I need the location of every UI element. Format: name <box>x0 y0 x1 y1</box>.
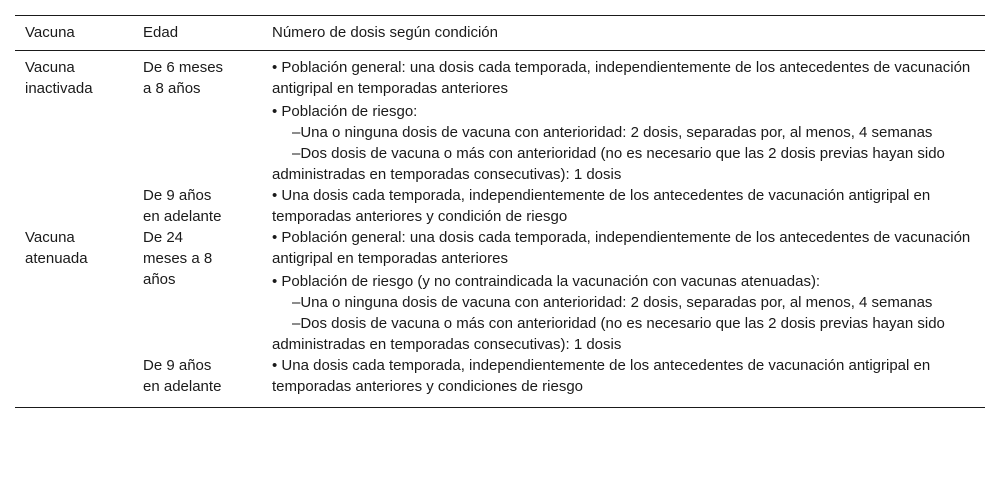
table-row <box>15 355 985 397</box>
riesgo-opcion-a: –Una o ninguna dosis de vacuna con anterioridad: 2 dosis, separadas por, al menos, 4 semanas <box>292 294 933 311</box>
edad-line: en adelante <box>143 208 222 225</box>
edad-cell <box>143 355 272 397</box>
vacuna-cell <box>15 57 143 185</box>
edad-cell <box>143 57 272 185</box>
dosis-cell <box>272 185 975 227</box>
poblacion-general: • Población general: una dosis cada temporada, independientemente de los antecedentes de vacunación antigripal en temporadas anteriores <box>272 59 971 97</box>
group-atenuada <box>15 227 985 408</box>
edad-line: meses a 8 <box>143 250 213 267</box>
header-vacuna: Vacuna <box>25 24 75 41</box>
edad-line: a 8 años <box>143 80 201 97</box>
edad-line: De 6 meses <box>143 59 224 76</box>
riesgo-opcion-a: –Una o ninguna dosis de vacuna con anterioridad: 2 dosis, separadas por, al menos, 4 semanas <box>292 124 933 141</box>
vacuna-line: atenuada <box>25 250 88 267</box>
vacuna-cell <box>15 227 143 355</box>
riesgo-opcion-b: –Dos dosis de vacuna o más con anterioridad (no es necesario que las 2 dosis previas hayan sido administradas en temporadas consecutivas): 1 dosis <box>272 315 945 353</box>
header-dosis: Número de dosis según condición <box>272 24 498 41</box>
dosis-cell <box>272 57 975 185</box>
table-row <box>15 227 985 355</box>
poblacion-general: • Población general: una dosis cada temporada, independientemente de los antecedentes de vacunación antigripal en temporadas anteriores <box>272 229 971 267</box>
vacuna-line: Vacuna <box>25 229 75 246</box>
dosis-cell <box>272 355 975 397</box>
edad-cell <box>143 185 272 227</box>
table-header <box>15 16 985 51</box>
edad-line: De 24 <box>143 229 184 246</box>
poblacion-riesgo: • Población de riesgo: <box>272 103 418 120</box>
header-edad: Edad <box>143 24 179 41</box>
riesgo-opcion-b: –Dos dosis de vacuna o más con anterioridad (no es necesario que las 2 dosis previas hayan sido administradas en temporadas consecutivas): 1 dosis <box>272 145 945 183</box>
edad-line: De 9 años <box>143 357 212 374</box>
dosage-table <box>15 15 985 408</box>
group-inactivada <box>15 51 985 227</box>
vacuna-line: Vacuna <box>25 59 75 76</box>
dosis-adulto: • Una dosis cada temporada, independientemente de los antecedentes de vacunación antigripal en temporadas anteriores y condiciones de riesgo <box>272 357 931 395</box>
edad-cell <box>143 227 272 355</box>
table-row <box>15 185 985 227</box>
edad-line: años <box>143 271 176 288</box>
dosis-cell <box>272 227 975 355</box>
vacuna-line: inactivada <box>25 80 93 97</box>
dosis-adulto: • Una dosis cada temporada, independientemente de los antecedentes de vacunación antigripal en temporadas anteriores y condición de riesgo <box>272 187 931 225</box>
table-row <box>15 51 985 185</box>
poblacion-riesgo: • Población de riesgo (y no contraindicada la vacunación con vacunas atenuadas): <box>272 273 821 290</box>
edad-line: en adelante <box>143 378 222 395</box>
edad-line: De 9 años <box>143 187 212 204</box>
